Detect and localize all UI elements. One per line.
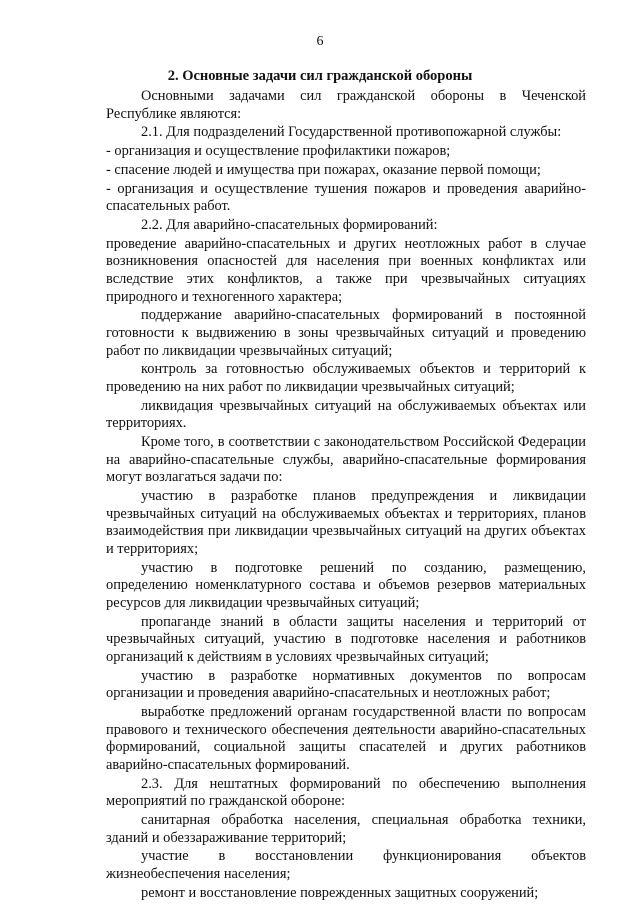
paragraph-subheading-2-2: 2.2. Для аварийно-спасательных формирований: bbox=[141, 217, 438, 234]
paragraph-repair: ремонт и восстановление поврежденных защитных сооружений; bbox=[141, 884, 539, 901]
document-body bbox=[106, 88, 586, 903]
paragraph-subheading-2-3: 2.3. Для нештатных формирований по обеспечению выполнения мероприятий по гражданской обороне: bbox=[106, 775, 586, 810]
paragraph-plans: участию в разработке планов предупреждения и ликвидации чрезвычайных ситуаций на обслуживаемых объектах и территориях, планов взаимодействия при ликвидации чрезвычайных ситуаций на других объектах и территориях; bbox=[106, 488, 586, 557]
paragraph-restoration: участие в восстановлении функционирования объектов жизнеобеспечения населения; bbox=[106, 848, 586, 882]
paragraph-sanitation: санитарная обработка населения, специальная обработка техники, зданий и обеззараживание территорий; bbox=[106, 811, 586, 846]
paragraph-proposals: выработке предложений органам государственной власти по вопросам правового и технического обеспечения деятельности аварийно-спасательных формирований, социальной защиты спасателей и других работников аварийно-спасательных формирований. bbox=[106, 704, 586, 773]
paragraph-intro: Основными задачами сил гражданской обороны в Чеченской Республике являются: bbox=[106, 88, 586, 122]
paragraph-subheading-2-1: 2.1. Для подразделений Государственной противопожарной службы: bbox=[141, 124, 562, 141]
paragraph-emergency-works: проведение аварийно-спасательных и других неотложных работ в случае возникновения опасностей для населения при военных конфликтах или вследствие этих конфликтов, а также при чрезвычайных ситуациях природного и техногенного характера; bbox=[106, 235, 586, 305]
list-item-rescue: - спасение людей и имущества при пожарах, оказание первой помощи; bbox=[106, 161, 541, 178]
paragraph-readiness: поддержание аварийно-спасательных формирований в постоянной готовности к выдвижению в зоны чрезвычайных ситуаций и проведению работ по ликвидации чрезвычайных ситуаций; bbox=[106, 307, 586, 359]
paragraph-liquidation: ликвидация чрезвычайных ситуаций на обслуживаемых объектах или территориях. bbox=[106, 397, 586, 432]
paragraph-normative-docs: участию в разработке нормативных документов по вопросам организации и проведения аварийно-спасательных и неотложных работ; bbox=[106, 667, 586, 702]
page-number: 6 bbox=[316, 34, 324, 49]
paragraph-additionally: Кроме того, в соответствии с законодательством Российской Федерации на аварийно-спасательные службы, аварийно-спасательные формирования могут возлагаться задачи по: bbox=[106, 434, 586, 486]
paragraph-propaganda: пропаганде знаний в области защиты населения и территорий от чрезвычайных ситуаций, участию в подготовке населения и работников организаций к действиям в условиях чрезвычайных ситуаций; bbox=[106, 613, 586, 665]
list-item-firefighting: - организация и осуществление тушения пожаров и проведения аварийно-спасательных работ. bbox=[106, 180, 586, 215]
list-item-fire-prevention: - организация и осуществление профилактики пожаров; bbox=[106, 143, 451, 160]
paragraph-reserves: участию в подготовке решений по созданию, размещению, определению номенклатурного состава и объемов резервов материальных ресурсов для ликвидации чрезвычайных ситуаций; bbox=[106, 559, 586, 611]
paragraph-control: контроль за готовностью обслуживаемых объектов и территорий к проведению на них работ по ликвидации чрезвычайных ситуаций; bbox=[106, 361, 586, 395]
section-heading: 2. Основные задачи сил гражданской обороны bbox=[167, 68, 473, 84]
